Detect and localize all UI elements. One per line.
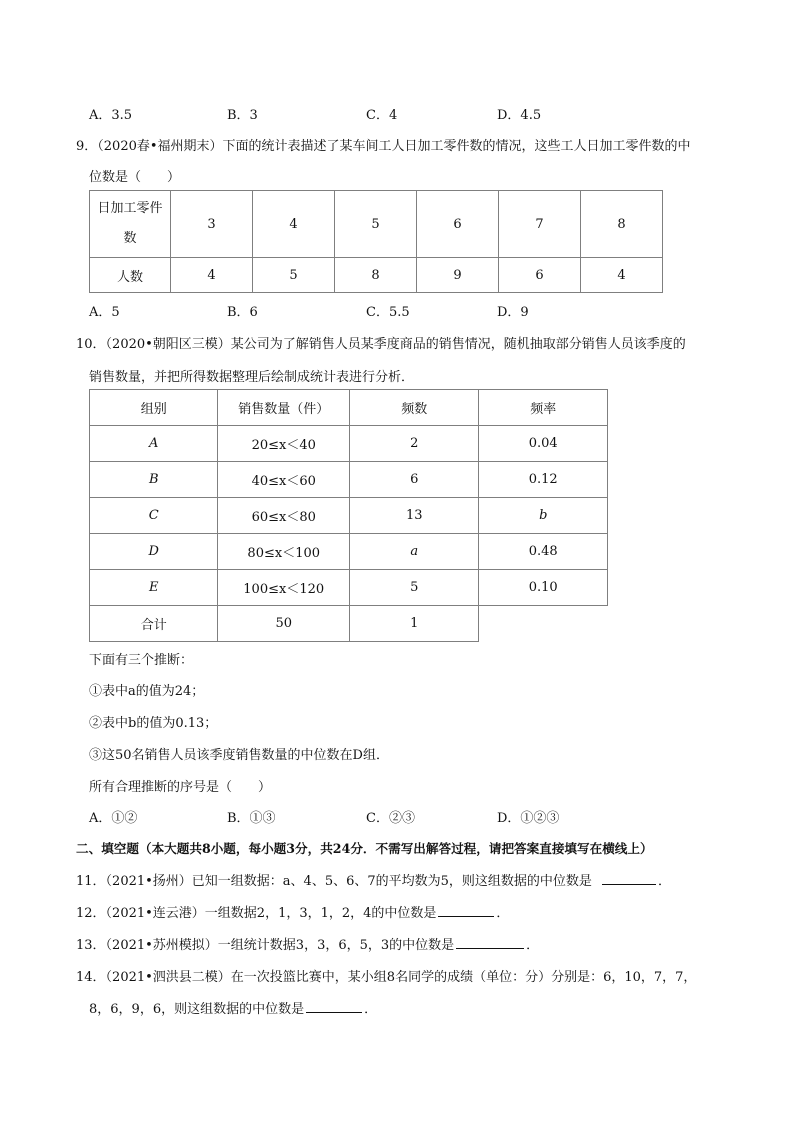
q9-cell: 9 <box>417 258 499 293</box>
q10-range: 20≤x＜40 <box>218 426 350 462</box>
q14-line2 <box>89 998 377 1017</box>
q10-rate: 0.48 <box>479 534 608 570</box>
q12-answer-blank[interactable] <box>438 904 494 917</box>
q10-stem-line1: 10．（2020•朝阳区三模）某公司为了解销售人员某季度商品的销售情况，随机抽取部分销售人员该季度的 <box>76 337 686 352</box>
q10-group: B <box>90 462 218 498</box>
q10-empty-cell <box>479 606 608 642</box>
q9-cell: 6 <box>417 191 499 258</box>
q10-intro: 下面有三个推断： <box>89 653 194 668</box>
q10-statement-3: ③这50名销售人员该季度销售数量的中位数在D组． <box>89 748 389 763</box>
q10-range: 60≤x＜80 <box>218 498 350 534</box>
q11 <box>76 870 671 889</box>
q9-option-c: C．5.5 <box>366 305 410 320</box>
q10-group: E <box>90 570 218 606</box>
q9-row1-header <box>90 191 171 258</box>
q11-answer-blank[interactable] <box>602 872 656 885</box>
q10-rate: 0.10 <box>479 570 608 606</box>
q9-cell: 8 <box>335 258 417 293</box>
q10-rate: 0.04 <box>479 426 608 462</box>
q10-option-b: B．①③ <box>227 811 276 826</box>
q9-cell: 5 <box>253 258 335 293</box>
q9-row2-header: 人数 <box>90 258 171 293</box>
q10-freq: 2 <box>350 426 479 462</box>
q10-stem-line2: 销售数量，并把所得数据整理后绘制成统计表进行分析． <box>89 370 415 385</box>
q9-stem-line1: 9．（2020春•福州期末）下面的统计表描述了某车间工人日加工零件数的情况，这些工人日加工零件数的中 <box>76 139 691 154</box>
q14-line1: 14．（2021•泗洪县二模）在一次投篮比赛中，某小组8名同学的成绩（单位：分）分别是：6，10，7，7， <box>76 970 697 985</box>
q9-row1-header-a: 日加工零件 <box>97 201 163 216</box>
q9-option-a: A．5 <box>89 305 120 320</box>
q9-option-b: B．6 <box>227 305 258 320</box>
q9-cell: 7 <box>499 191 581 258</box>
q10-rate: 0.12 <box>479 462 608 498</box>
q10-total-count: 50 <box>218 606 350 642</box>
q8-option-d: D．4.5 <box>497 108 542 123</box>
q9-table <box>89 190 663 293</box>
q9-cell: 4 <box>581 258 663 293</box>
q10-option-d: D．①②③ <box>497 811 560 826</box>
q10-group: A <box>90 426 218 462</box>
q10-statement-1: ①表中a的值为24； <box>89 684 205 699</box>
q12-text: 12．（2021•连云港）一组数据2，1，3，1，2，4的中位数是 <box>76 906 437 921</box>
section-2-heading: 二、填空题（本大题共8小题，每小题3分，共24分．不需写出解答过程，请把答案直接填写在横线上） <box>76 841 653 856</box>
q9-row1-header-b: 数 <box>123 231 137 246</box>
q10-range: 80≤x＜100 <box>218 534 350 570</box>
q8-option-c: C．4 <box>366 108 398 123</box>
q10-range: 40≤x＜60 <box>218 462 350 498</box>
q14-answer-blank[interactable] <box>306 1000 362 1013</box>
q9-stem-line2: 位数是（ ） <box>89 170 181 185</box>
q14-text: 8，6，9，6，则这组数据的中位数是 <box>89 1002 305 1017</box>
q13-answer-blank[interactable] <box>456 936 524 949</box>
q10-header-group: 组别 <box>90 390 218 426</box>
q9-cell: 8 <box>581 191 663 258</box>
q10-header-range: 销售数量（件） <box>218 390 350 426</box>
q10-question: 所有合理推断的序号是（ ） <box>89 780 272 795</box>
q9-cell: 5 <box>335 191 417 258</box>
q8-option-b: B．3 <box>227 108 258 123</box>
q12 <box>76 902 509 921</box>
q10-group: C <box>90 498 218 534</box>
q9-option-d: D．9 <box>497 305 529 320</box>
q10-total-freq: 1 <box>350 606 479 642</box>
q10-freq: a <box>350 534 479 570</box>
q10-option-c: C．②③ <box>366 811 415 826</box>
q10-freq: 13 <box>350 498 479 534</box>
q13-text: 13．（2021•苏州模拟）一组统计数据3，3，6，5，3的中位数是 <box>76 938 455 953</box>
q9-cell: 4 <box>253 191 335 258</box>
q10-rate: b <box>479 498 608 534</box>
q9-cell: 3 <box>171 191 253 258</box>
q10-freq: 6 <box>350 462 479 498</box>
q11-text: 11．（2021•扬州）已知一组数据：a、4、5、6、7的平均数为5，则这组数据的中位数是 <box>76 874 592 889</box>
q10-statement-2: ②表中b的值为0.13； <box>89 716 218 731</box>
q9-cell: 6 <box>499 258 581 293</box>
q10-option-a: A．①② <box>89 811 138 826</box>
q11-end: ． <box>658 874 672 889</box>
q10-header-rate: 频率 <box>479 390 608 426</box>
q10-group: D <box>90 534 218 570</box>
q14-end: ． <box>364 1002 378 1017</box>
q10-freq: 5 <box>350 570 479 606</box>
q10-total-label: 合计 <box>90 606 218 642</box>
q9-cell: 4 <box>171 258 253 293</box>
q10-table <box>89 389 608 642</box>
q12-end: ． <box>496 906 510 921</box>
q13 <box>76 934 539 953</box>
q8-option-a: A．3.5 <box>89 108 133 123</box>
q13-end: ． <box>526 938 540 953</box>
q10-header-freq: 频数 <box>350 390 479 426</box>
q10-range: 100≤x＜120 <box>218 570 350 606</box>
